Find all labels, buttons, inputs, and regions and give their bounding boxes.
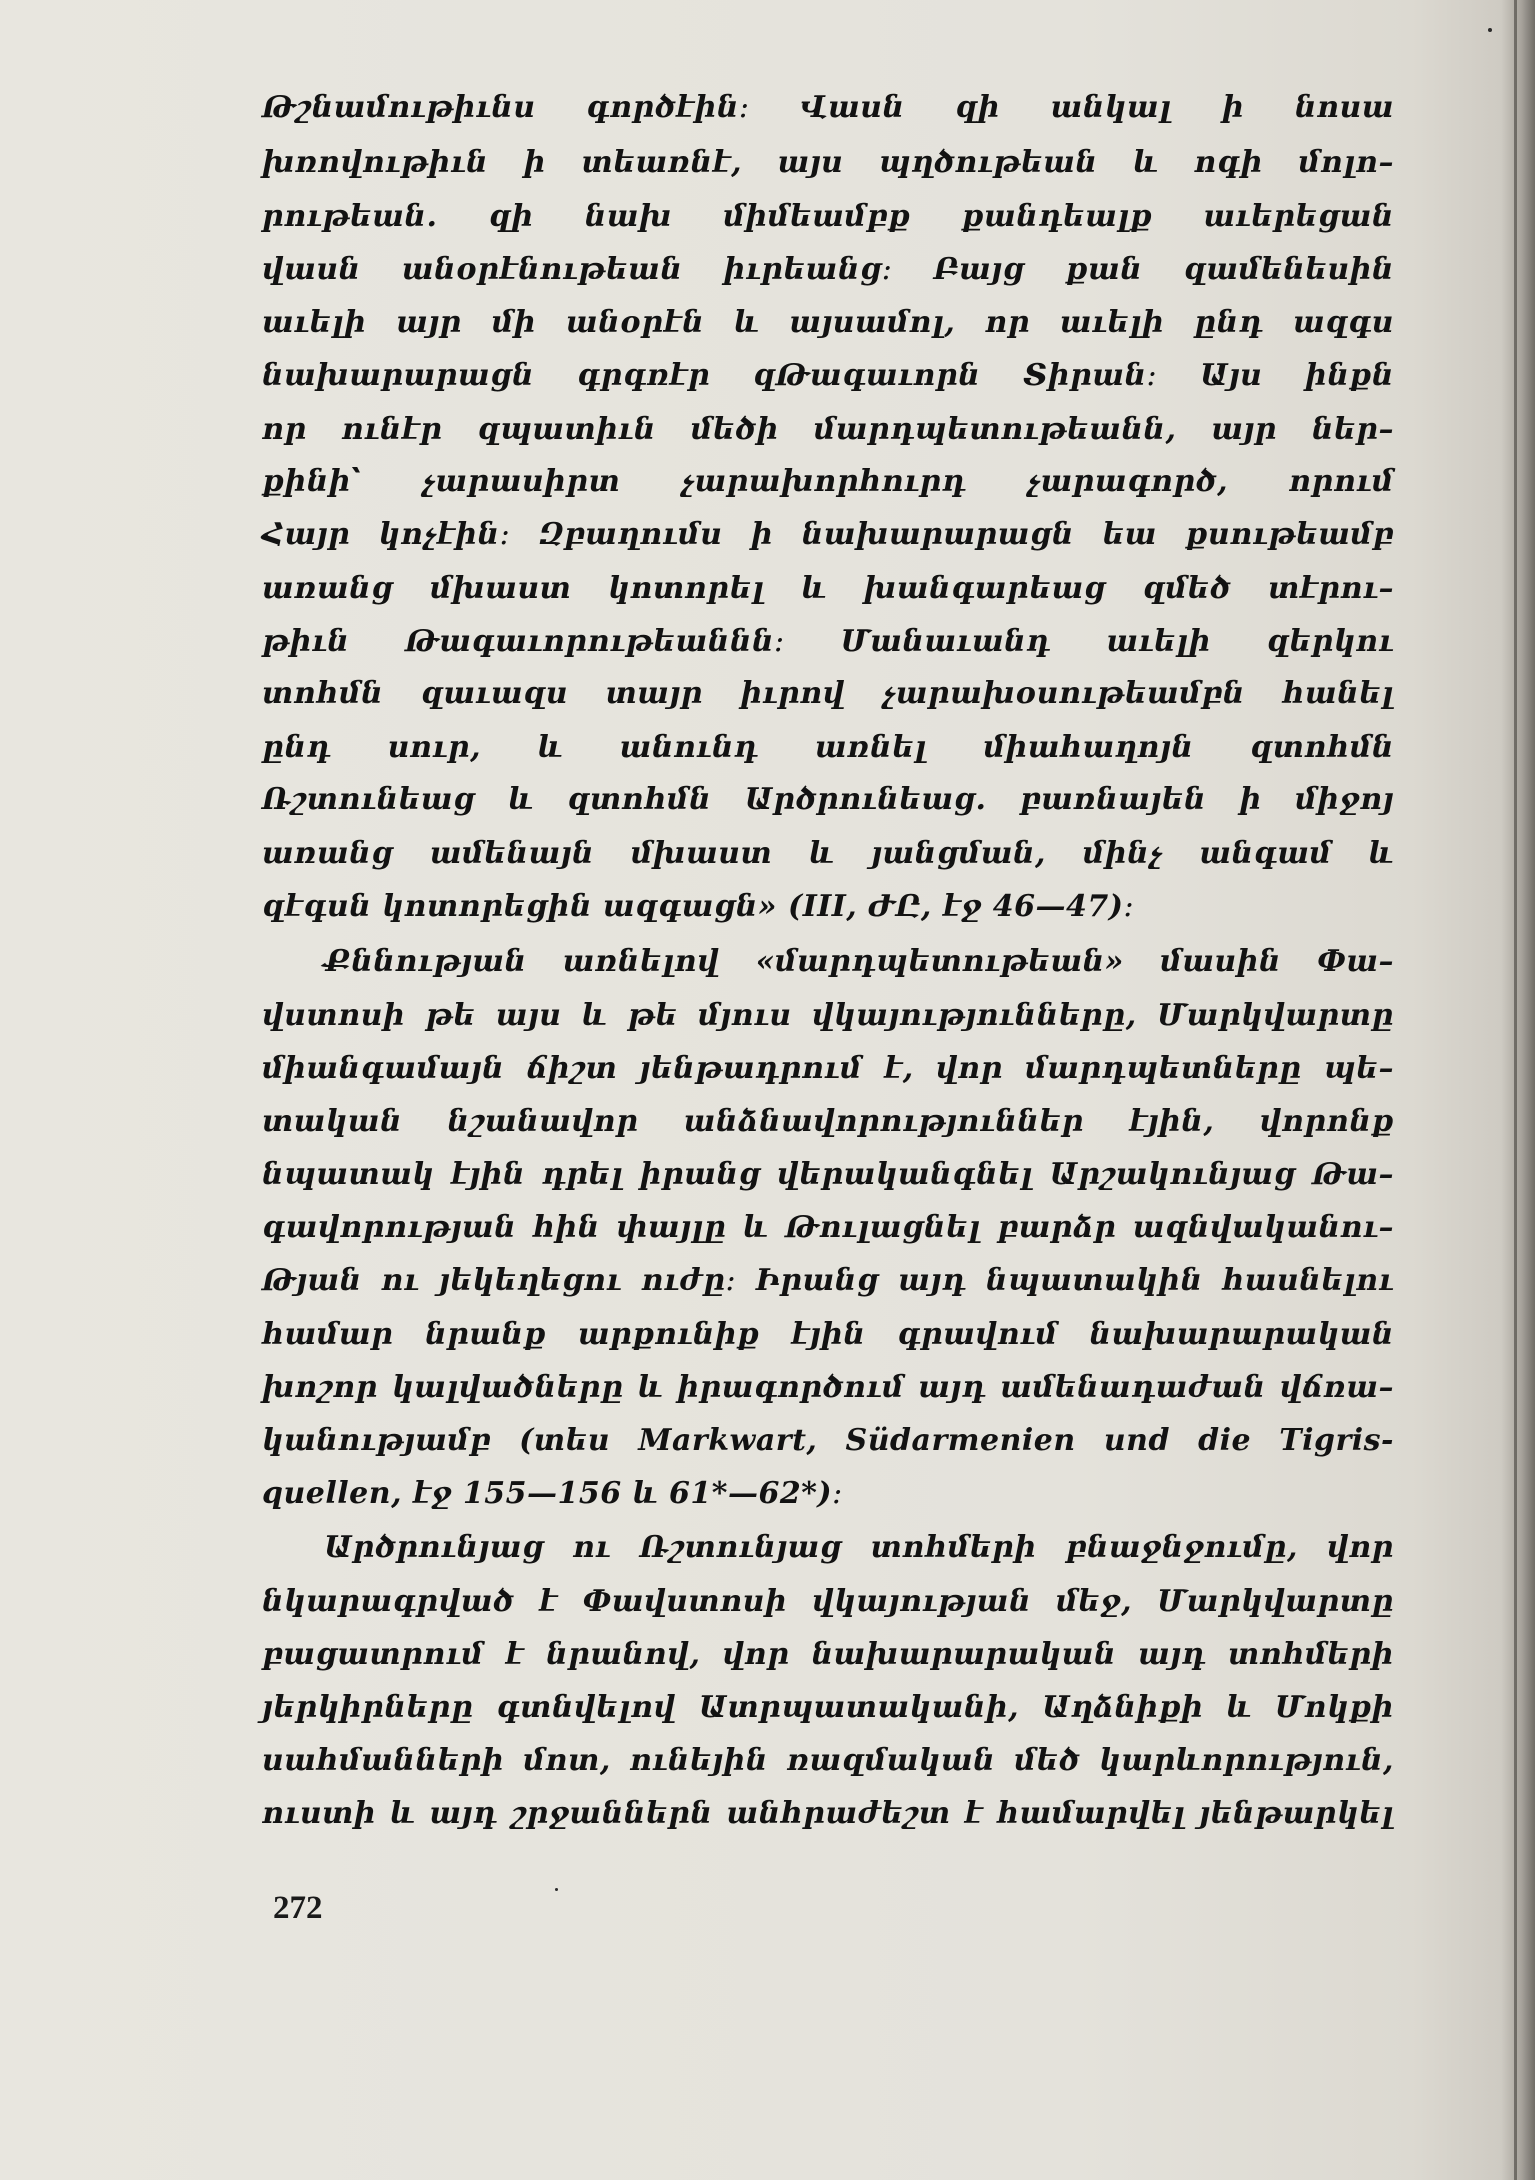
text-line-citation: կանությամբ (տես Markwart, Südarmenien und die Tigris- <box>262 1423 1394 1458</box>
paper-speck <box>1488 28 1492 32</box>
text-line: Թյան ու յեկեղեցու ուժը։ Իրանց այդ նպատակին հասնելու <box>262 1263 1394 1298</box>
text-line: բացատրում է նրանով, վոր նախարարական այդ տոհմերի <box>262 1637 1394 1672</box>
text-line: քինի՝ չարասիրտ չարախորհուրդ չարագործ, որում <box>262 464 1394 499</box>
text-line: նպատակ էյին դրել իրանց վերականգնել Արշակունյաց Թա– <box>262 1157 1394 1192</box>
text-line: Քննության առնելով «մարդպետութեան» մասին Փա– <box>324 944 1394 979</box>
text-line: աւելի այր մի անօրէն և այսամոլ, որ աւելի ընդ ազգս <box>262 305 1394 340</box>
text-line: առանց ամենայն մխաստ և յանցման, մինչ անգամ և <box>262 836 1394 871</box>
text-line: նախարարացն գրգռէր զԹագաւորն Տիրան։ Այս ինքն <box>262 358 1394 393</box>
text-line: նկարագրված է Փավստոսի վկայության մեջ, Մարկվարտը <box>262 1584 1394 1619</box>
text-line: որ ունէր զպատիւն մեծի մարդպետութեանն, այր ներ– <box>262 412 1394 447</box>
text-line: տոհմն զաւազս տայր իւրով չարախօսութեամբն հանել <box>262 676 1394 711</box>
text-line: միանգամայն ճիշտ յենթադրում է, վոր մարդպետները պե– <box>262 1051 1394 1086</box>
text-line: առանց մխաստ կոտորել և խանգարեաց զմեծ տէրու– <box>262 571 1394 606</box>
text-line-citation: quellen, էջ 155—156 և 61*—62*)։ <box>262 1476 843 1511</box>
text-line-citation: զէգսն կոտորեցին ազգացն» (III, ԺԸ, էջ 46—47)։ <box>262 889 1135 924</box>
text-line: սահմանների մոտ, ունեյին ռազմական մեծ կարևորություն, <box>262 1743 1394 1778</box>
book-spine-shadow <box>1501 0 1535 2180</box>
text-line: համար նրանք արքունիք էյին գրավում նախարարական <box>262 1317 1394 1352</box>
text-line: վասն անօրէնութեան իւրեանց։ Բայց քան զամենեսին <box>262 252 1394 287</box>
text-line: ուստի և այդ շրջաններն անհրաժեշտ է համարվել յենթարկել <box>262 1796 1394 1831</box>
paper-speck <box>555 1888 558 1891</box>
text-line: յերկիրները գտնվելով Ատրպատականի, Աղձնիքի և Մոկքի <box>262 1690 1394 1725</box>
book-spine-edge <box>1514 0 1517 2180</box>
text-line: Արծրունյաց ու Ռշտունյաց տոհմերի բնաջնջումը, վոր <box>324 1530 1394 1565</box>
text-line: տական նշանավոր անձնավորություններ էյին, վորոնք <box>262 1104 1394 1139</box>
text-line: խոշոր կալվածները և իրագործում այդ ամենադաժան վճռա– <box>262 1370 1394 1405</box>
text-line: վստոսի թե այս և թե մյուս վկայությունները, Մարկվարտը <box>262 998 1394 1033</box>
text-line: րութեան. զի նախ միմեամբք քանդեալք աւերեցան <box>262 199 1394 234</box>
text-line: թիւն Թագաւորութեաննն։ Մանաւանդ աւելի զերկու <box>262 624 1394 659</box>
text-line: գավորության հին փայլը և Թուլացնել բարձր ազնվականու– <box>262 1210 1394 1245</box>
text-line: խռովութիւն ի տեառնէ, այս պղծութեան և ոգի մոլո– <box>262 145 1394 180</box>
text-line: Հայր կոչէին։ Զբաղումս ի նախարարացն եա քսութեամբ <box>262 517 1394 552</box>
text-line: ընդ սուր, և անունդ առնել միահաղոյն զտոհմն <box>262 730 1394 765</box>
text-line: Թշնամութիւնս գործէին։ Վասն զի անկալ ի նոսա <box>262 90 1394 125</box>
text-line: Ռշտունեաց և զտոհմն Արծրունեաց. բառնայեն ի միջոյ <box>262 782 1394 817</box>
page-number: 272 <box>273 1890 323 1926</box>
